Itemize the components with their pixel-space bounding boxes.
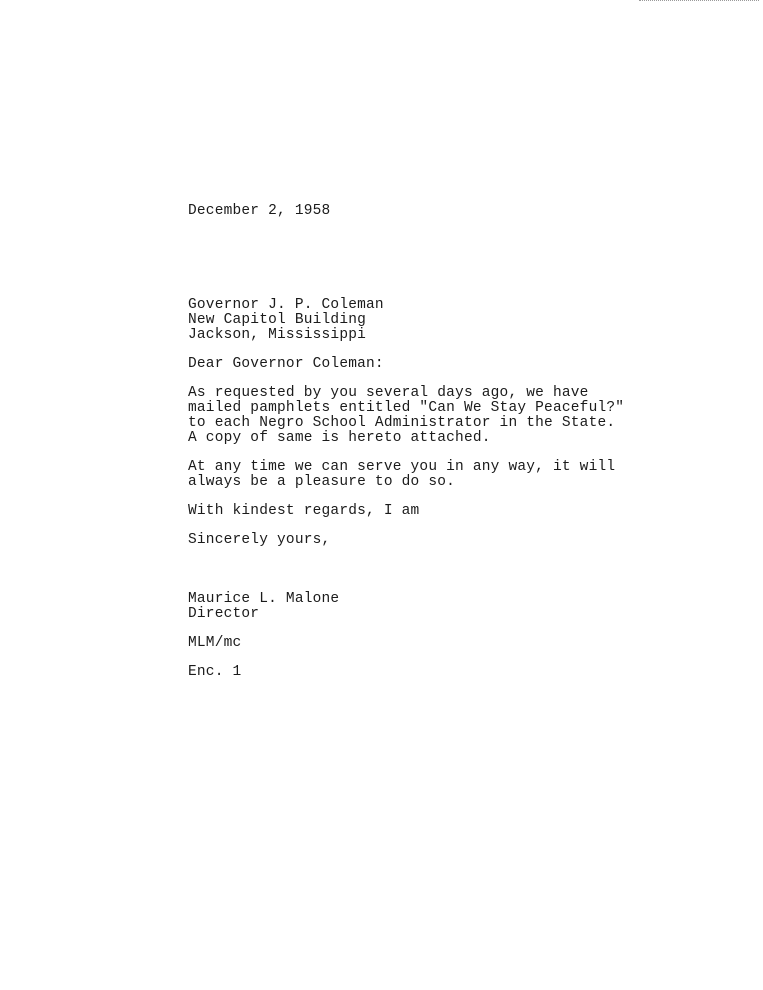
paragraph-line: mailed pamphlets entitled "Can We Stay Peaceful?" (188, 400, 625, 416)
address-line-building: New Capitol Building (188, 312, 367, 328)
paragraph-service (188, 460, 658, 490)
signer-title: Director (188, 606, 260, 622)
paragraph-line: to each Negro School Administrator in the State. (188, 415, 616, 431)
enclosure-note: Enc. 1 (188, 664, 242, 680)
recipient-address (188, 298, 658, 343)
paragraph-line: always be a pleasure to do so. (188, 474, 456, 490)
regards-line: With kindest regards, I am (188, 503, 420, 519)
reference-initials: MLM/mc (188, 635, 242, 651)
complimentary-close: Sincerely yours, (188, 532, 331, 548)
paragraph-request (188, 386, 658, 446)
letter-body (188, 204, 658, 680)
scan-edge-mark (639, 0, 759, 3)
address-line-name: Governor J. P. Coleman (188, 297, 384, 313)
paragraph-line: A copy of same is hereto attached. (188, 430, 491, 446)
signer-name: Maurice L. Malone (188, 591, 340, 607)
address-line-city: Jackson, Mississippi (188, 327, 367, 343)
salutation: Dear Governor Coleman: (188, 356, 384, 372)
letter-date: December 2, 1958 (188, 203, 331, 219)
signature-block (188, 592, 658, 622)
paragraph-line: As requested by you several days ago, we have (188, 385, 589, 401)
paragraph-line: At any time we can serve you in any way, it will (188, 459, 616, 475)
